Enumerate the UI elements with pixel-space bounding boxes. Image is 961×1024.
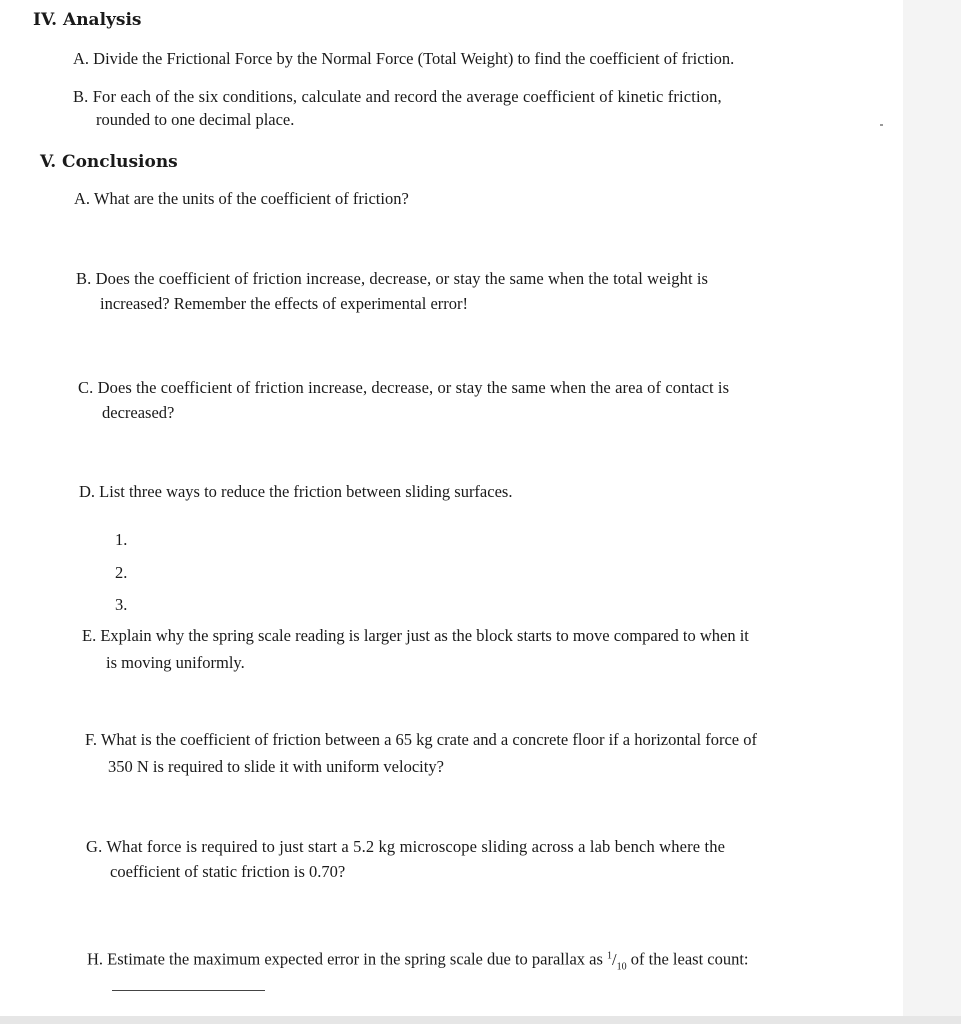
conclusion-question-f-line1 [85, 729, 757, 751]
scan-speck [880, 124, 883, 126]
page-margin-bottom [0, 1016, 961, 1024]
item-label: F. [85, 730, 97, 749]
conclusion-question-b-line2: increased? Remember the effects of experimental error! [100, 294, 469, 313]
conclusion-question-f-line2: 350 N is required to slide it with uniform velocity? [108, 757, 444, 776]
conclusion-question-g-line1 [86, 836, 725, 858]
item-text: What are the units of the coefficient of friction? [93, 189, 409, 208]
item-text-after: of the least count: [630, 949, 749, 969]
item-label: A. [73, 49, 90, 68]
item-label: A. [74, 189, 91, 208]
item-text: Does the coefficient of friction increase, decrease, or stay the same when the area of contact is [97, 378, 730, 397]
item-text: Estimate the maximum expected error in the spring scale due to parallax as [107, 949, 603, 969]
item-label: B. [76, 269, 92, 288]
analysis-item-a [73, 48, 734, 70]
conclusion-question-g-line2: coefficient of static friction is 0.70? [110, 862, 346, 881]
analysis-item-b-line1 [73, 86, 722, 108]
conclusion-question-c-line1 [78, 377, 729, 399]
item-label: B. [73, 87, 89, 106]
fraction-denominator: 10 [616, 960, 627, 972]
conclusion-question-e-line1 [82, 625, 749, 647]
answer-list-item-3: 3. [115, 595, 128, 614]
page-margin-right [903, 0, 961, 1024]
item-text: For each of the six conditions, calculate and record the average coefficient of kinetic friction, [92, 87, 722, 106]
conclusion-question-b-line1 [76, 268, 708, 290]
item-label: G. [86, 837, 103, 856]
fraction-numerator: 1 [607, 950, 613, 961]
item-text: What is the coefficient of friction between a 65 kg crate and a concrete floor if a horizontal force of [100, 730, 757, 749]
item-label: E. [82, 626, 97, 645]
fraction: $^1/_{10}$ [607, 949, 627, 972]
conclusion-question-a [74, 188, 409, 210]
item-text: List three ways to reduce the friction between sliding surfaces. [99, 482, 513, 501]
analysis-item-b-line2: rounded to one decimal place. [96, 110, 295, 129]
item-text: Does the coefficient of friction increase, decrease, or stay the same when the total weight is [95, 269, 709, 288]
conclusion-question-e-line2: is moving uniformly. [106, 653, 245, 672]
answer-blank-line[interactable] [112, 990, 265, 991]
item-text: Explain why the spring scale reading is larger just as the block starts to move compared to when it [100, 626, 749, 645]
conclusion-question-c-line2: decreased? [102, 403, 175, 422]
conclusion-question-d [79, 481, 512, 503]
item-text: What force is required to just start a 5.2 kg microscope sliding across a lab bench where the [106, 837, 726, 856]
answer-list-item-1: 1. [115, 530, 128, 549]
conclusion-question-h [87, 945, 749, 978]
section-heading-analysis: IV. Analysis [33, 10, 142, 30]
item-label: D. [79, 482, 96, 501]
answer-list-item-2: 2. [115, 563, 128, 582]
item-label: C. [78, 378, 94, 397]
section-heading-conclusions: V. Conclusions [40, 152, 178, 172]
item-label: H. [87, 949, 104, 969]
item-text: Divide the Frictional Force by the Normal Force (Total Weight) to find the coefficient of friction. [93, 49, 735, 68]
